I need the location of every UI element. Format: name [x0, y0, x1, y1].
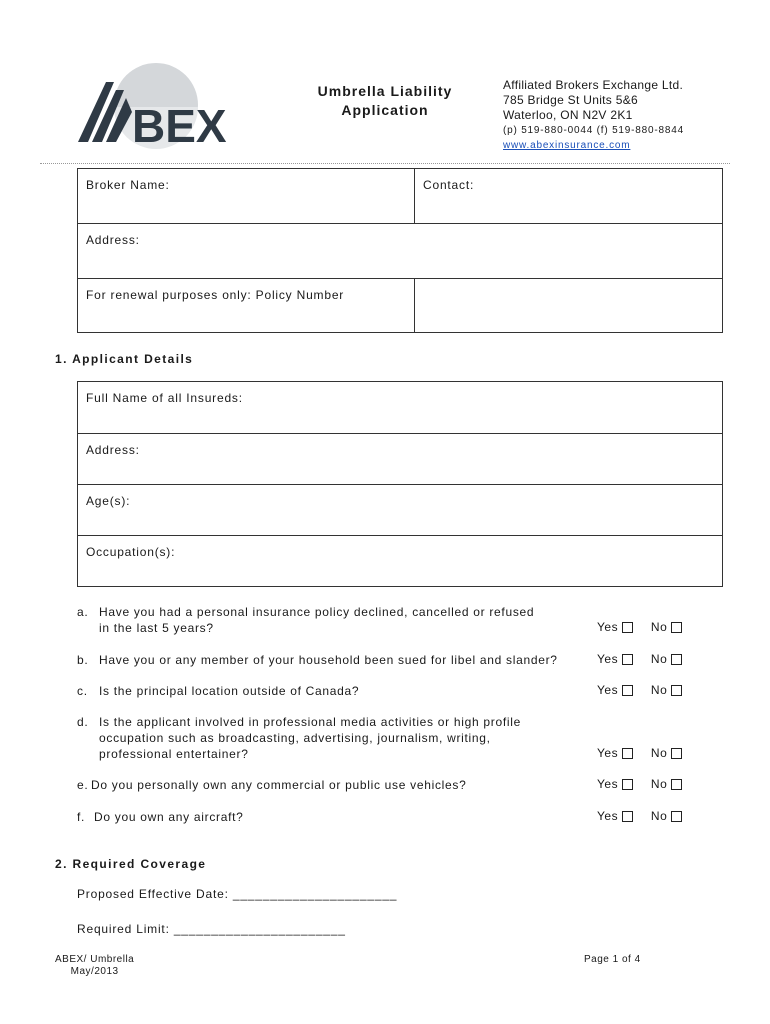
company-info — [503, 78, 684, 153]
broker-name-cell[interactable] — [78, 169, 415, 224]
section1-heading: 1. Applicant Details — [55, 352, 194, 366]
question-d-no-checkbox[interactable] — [671, 748, 682, 759]
question-d-text — [99, 714, 599, 762]
applicant-table — [77, 381, 723, 587]
question-e — [77, 777, 597, 793]
title-line1: Umbrella Liability — [317, 83, 453, 99]
question-c-no-checkbox[interactable] — [671, 685, 682, 696]
ages-cell[interactable] — [78, 485, 722, 536]
question-f-yes-label: Yes — [597, 809, 619, 823]
occupations-label: Occupation(s): — [86, 545, 176, 559]
question-a-line1: Have you had a personal insurance policy declined, cancelled or refused — [99, 605, 535, 619]
broker-table — [77, 168, 723, 333]
question-f-no-checkbox[interactable] — [671, 811, 682, 822]
question-e-no-label: No — [650, 777, 668, 791]
company-website-link[interactable]: www.abexinsurance.com — [503, 140, 631, 151]
applicant-address-cell[interactable] — [78, 434, 722, 485]
question-d-letter: d. — [77, 715, 89, 729]
logo-text: BEX — [132, 100, 227, 152]
footer-left — [55, 954, 134, 978]
question-c-line1: Is the principal location outside of Canada? — [99, 684, 360, 698]
full-name-label: Full Name of all Insureds: — [86, 391, 243, 405]
occupations-cell[interactable] — [78, 536, 722, 586]
question-f — [77, 809, 597, 825]
question-a-line2: in the last 5 years? — [99, 621, 214, 635]
question-f-yes-checkbox[interactable] — [622, 811, 633, 822]
question-a-letter: a. — [77, 605, 89, 619]
abex-logo-graphic — [76, 60, 236, 160]
question-c-yes-label: Yes — [597, 683, 619, 697]
question-b-answers — [597, 652, 682, 666]
question-d-yes-label: Yes — [597, 746, 619, 760]
contact-cell[interactable] — [415, 169, 722, 224]
renewal-label-cell — [78, 279, 415, 332]
question-c-answers — [597, 683, 682, 697]
question-b — [77, 652, 597, 668]
question-d-answers — [597, 746, 682, 760]
company-phone-fax: (p) 519-880-0044 (f) 519-880-8844 — [503, 125, 684, 136]
policy-number-cell[interactable] — [415, 279, 722, 332]
question-f-line1: Do you own any aircraft? — [94, 810, 244, 824]
question-d — [77, 714, 597, 764]
full-name-cell[interactable] — [78, 382, 722, 434]
question-d-line2: occupation such as broadcasting, advertising, journalism, writing, — [99, 731, 491, 745]
question-e-no-checkbox[interactable] — [671, 779, 682, 790]
question-a-no-checkbox[interactable] — [671, 622, 682, 633]
question-b-yes-label: Yes — [597, 652, 619, 666]
renewal-label: For renewal purposes only: Policy Number — [86, 288, 345, 302]
question-f-answers — [597, 809, 682, 823]
title-line2: Application — [341, 102, 429, 118]
question-d-no-label: No — [650, 746, 668, 760]
question-f-no-label: No — [650, 809, 668, 823]
form-title — [295, 82, 475, 120]
question-e-line1: Do you personally own any commercial or public use vehicles? — [91, 778, 467, 792]
question-a-yes-checkbox[interactable] — [622, 622, 633, 633]
company-name: Affiliated Brokers Exchange Ltd. — [503, 78, 684, 92]
question-e-yes-checkbox[interactable] — [622, 779, 633, 790]
question-d-yes-checkbox[interactable] — [622, 748, 633, 759]
applicant-address-label: Address: — [86, 443, 140, 457]
question-b-yes-checkbox[interactable] — [622, 654, 633, 665]
question-c — [77, 683, 597, 699]
footer-form-id: ABEX/ Umbrella — [55, 954, 135, 965]
question-a-yes-label: Yes — [597, 620, 619, 634]
ages-label: Age(s): — [86, 494, 131, 508]
footer-page-number: Page 1 of 4 — [584, 954, 641, 965]
effective-date-field[interactable]: Proposed Effective Date: ______________________ — [77, 887, 398, 901]
question-c-letter: c. — [77, 684, 88, 698]
required-limit-field[interactable]: Required Limit: _______________________ — [77, 922, 346, 936]
abex-logo — [76, 60, 236, 160]
company-address-line1: 785 Bridge St Units 5&6 — [503, 93, 638, 107]
question-c-yes-checkbox[interactable] — [622, 685, 633, 696]
question-a-text — [99, 604, 599, 636]
question-b-line1: Have you or any member of your household been sued for libel and slander? — [99, 653, 558, 667]
question-e-answers — [597, 777, 682, 791]
broker-name-label: Broker Name: — [86, 178, 170, 192]
question-a-no-label: No — [650, 620, 668, 634]
question-b-no-checkbox[interactable] — [671, 654, 682, 665]
question-f-letter: f. — [77, 810, 86, 824]
question-e-letter: e. — [77, 778, 89, 792]
question-a — [77, 604, 597, 638]
question-a-answers — [597, 620, 682, 634]
question-d-line1: Is the applicant involved in professional media activities or high profile — [99, 715, 522, 729]
question-e-yes-label: Yes — [597, 777, 619, 791]
question-b-no-label: No — [650, 652, 668, 666]
header-divider — [40, 163, 730, 164]
contact-label: Contact: — [423, 178, 475, 192]
question-d-line3: professional entertainer? — [99, 747, 249, 761]
question-c-no-label: No — [650, 683, 668, 697]
question-b-letter: b. — [77, 653, 89, 667]
company-address-line2: Waterloo, ON N2V 2K1 — [503, 108, 633, 122]
section2-heading: 2. Required Coverage — [55, 857, 207, 871]
broker-address-cell[interactable] — [78, 224, 722, 279]
broker-address-label: Address: — [86, 233, 140, 247]
footer-date: May/2013 — [70, 966, 119, 977]
